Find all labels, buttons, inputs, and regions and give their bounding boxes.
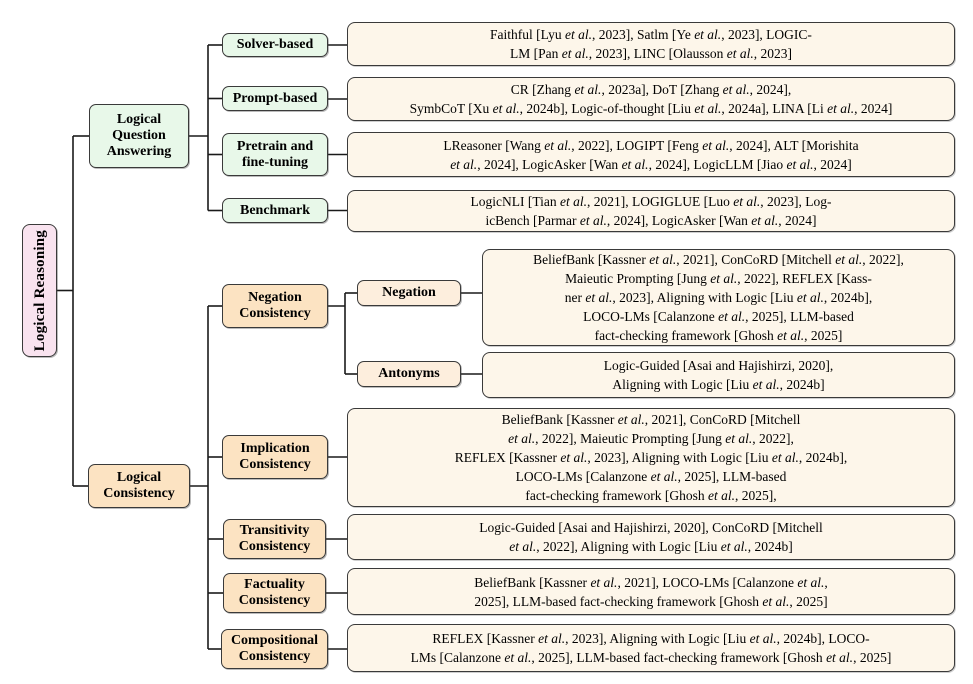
node-implication-consistency: Implication Consistency: [222, 435, 328, 479]
node-transitivity-consistency: Transitivity Consistency: [223, 519, 326, 559]
node-pretrain-and-fine-tuning: Pretrain and fine-tuning: [222, 133, 328, 176]
leaf-negation: BeliefBank [Kassner et al., 2021], ConCoRD [Mitchell et al., 2022], Maieutic Prompting [Jung et al., 2022], REFLEX [Kass- ner et al., 2023], Aligning with Logic [Liu et al., 2024b], LOCO-LMs [Calanzone et al., 2025], LLM-based fact-checking framework [Ghosh et al., 2025]: [482, 249, 955, 346]
leaf-prompt-based: CR [Zhang et al., 2023a], DoT [Zhang et al., 2024], SymbCoT [Xu et al., 2024b], Logic-of-thought [Liu et al., 2024a], LINA [Li et al., 2024]: [347, 77, 955, 121]
node-benchmark: Benchmark: [222, 198, 328, 223]
node-negation-consistency: Negation Consistency: [222, 284, 328, 328]
node-negation: Negation: [357, 280, 461, 306]
leaf-antonyms: Logic-Guided [Asai and Hajishirzi, 2020], Aligning with Logic [Liu et al., 2024b]: [482, 352, 955, 398]
node-compositional-consistency: Compositional Consistency: [221, 629, 328, 669]
node-logical-question-answering: Logical Question Answering: [89, 104, 189, 168]
leaf-solver-based: Faithful [Lyu et al., 2023], Satlm [Ye et al., 2023], LOGIC- LM [Pan et al., 2023], LINC [Olausson et al., 2023]: [347, 22, 955, 66]
node-logical-reasoning-label: Logical Reasoning: [31, 229, 48, 352]
node-logical-consistency: Logical Consistency: [88, 464, 190, 508]
node-logical-reasoning: [22, 224, 57, 357]
node-prompt-based: Prompt-based: [222, 86, 328, 111]
node-antonyms: Antonyms: [357, 361, 461, 387]
leaf-pretrain-and-fine-tuning: LReasoner [Wang et al., 2022], LOGIPT [Feng et al., 2024], ALT [Morishita et al., 2024], LogicAsker [Wan et al., 2024], LogicLLM [Jiao et al., 2024]: [347, 132, 955, 177]
leaf-benchmark: LogicNLI [Tian et al., 2021], LOGIGLUE [Luo et al., 2023], Log- icBench [Parmar et al., 2024], LogicAsker [Wan et al., 2024]: [347, 190, 955, 232]
node-solver-based: Solver-based: [222, 33, 328, 57]
leaf-transitivity-consistency: Logic-Guided [Asai and Hajishirzi, 2020], ConCoRD [Mitchell et al., 2022], Aligning with Logic [Liu et al., 2024b]: [347, 514, 955, 560]
node-factuality-consistency: Factuality Consistency: [223, 573, 326, 613]
leaf-implication-consistency: BeliefBank [Kassner et al., 2021], ConCoRD [Mitchell et al., 2022], Maieutic Prompting [Jung et al., 2022], REFLEX [Kassner et al., 2023], Aligning with Logic [Liu et al., 2024b], LOCO-LMs [Calanzone et al., 2025], LLM-based fact-checking framework [Ghosh et al., 2025],: [347, 408, 955, 507]
leaf-compositional-consistency: REFLEX [Kassner et al., 2023], Aligning with Logic [Liu et al., 2024b], LOCO- LMs [Calanzone et al., 2025], LLM-based fact-checking framework [Ghosh et al., 2025]: [347, 624, 955, 672]
leaf-factuality-consistency: BeliefBank [Kassner et al., 2021], LOCO-LMs [Calanzone et al., 2025], LLM-based fact-checking framework [Ghosh et al., 2025]: [347, 568, 955, 615]
